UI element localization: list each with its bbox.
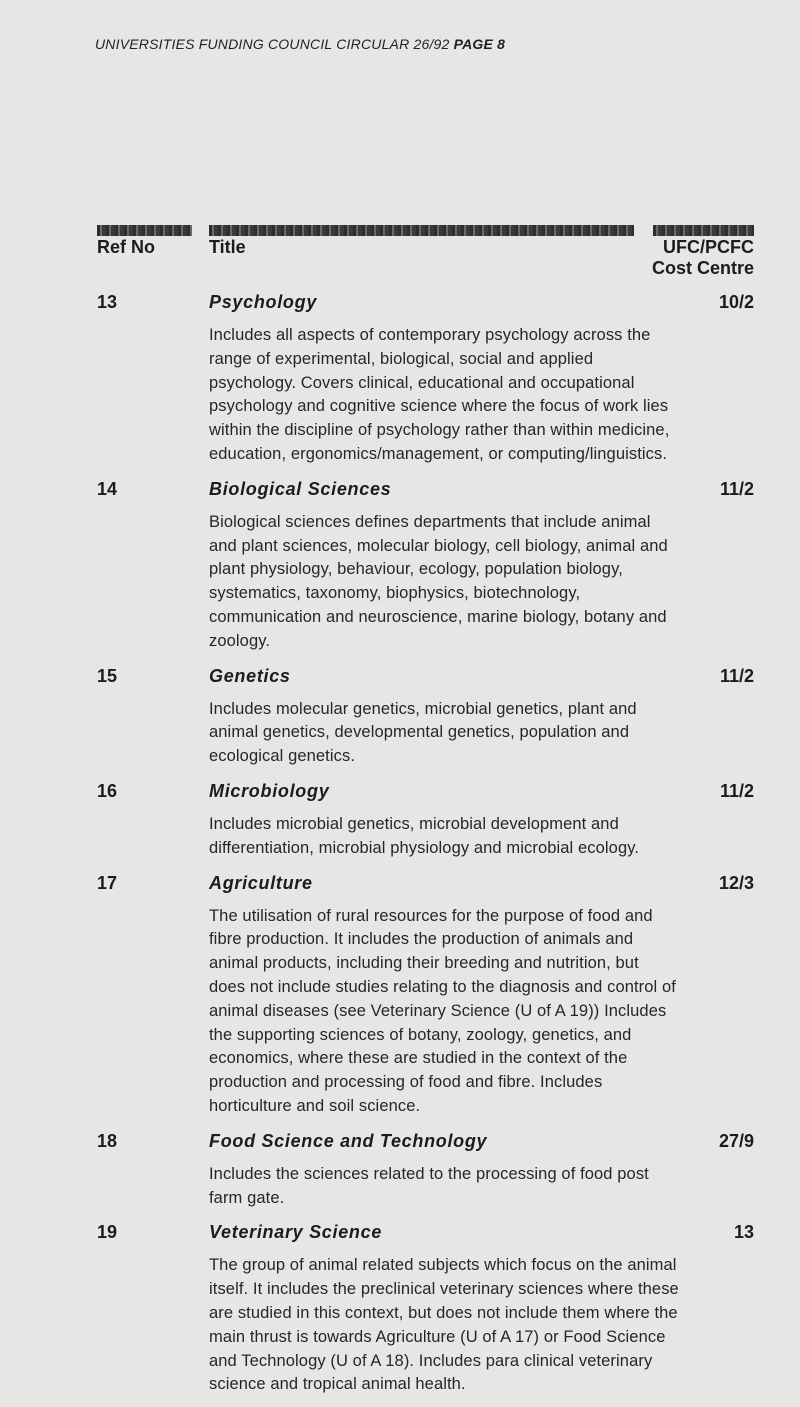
cost-column-rule xyxy=(653,225,754,236)
cost-header-line2: Cost Centre xyxy=(651,258,754,278)
unit-description: Includes microbial genetics, microbial development and differentiation, microbial physiology and microbial ecology. xyxy=(209,814,640,857)
unit-title: Food Science and Technology xyxy=(209,1130,488,1151)
table-row xyxy=(0,664,800,769)
unit-description: Biological sciences defines departments that include animal and plant sciences, molecular biology, cell biology, animal and plant physiology, behaviour, ecology, population biology, systematics, taxonomy, biophysics, biotechnology, communication and neuroscience, marine biology, botany and zoology. xyxy=(209,512,668,650)
circular-title: UNIVERSITIES FUNDING COUNCIL CIRCULAR 26/92 xyxy=(95,36,450,52)
ref-number: 16 xyxy=(97,780,118,801)
unit-title: Agriculture xyxy=(209,872,313,893)
ref-number: 13 xyxy=(97,292,118,312)
ref-number: 19 xyxy=(97,1222,118,1243)
table-row xyxy=(0,1220,800,1397)
unit-description: Includes molecular genetics, microbial genetics, plant and animal genetics, developmental genetics, population and ecological genetics. xyxy=(209,699,637,766)
unit-description: The group of animal related subjects which focus on the animal itself. It includes the preclinical veterinary sciences where these are studied in this context, but does not include them where the main thrust is towards Agriculture (U of A 17) or Food Science and Technology (U of A 18). Includes para clinical veterinary science and tropical animal health. xyxy=(209,1256,679,1394)
cost-centre: 10/2 xyxy=(718,292,754,312)
unit-list xyxy=(0,290,800,1407)
page-header xyxy=(95,36,505,52)
unit-title: Veterinary Science xyxy=(209,1222,383,1243)
cost-column-header xyxy=(640,237,754,279)
unit-title: Biological Sciences xyxy=(209,478,392,499)
cost-centre: 11/2 xyxy=(719,478,754,499)
title-column-rule xyxy=(209,225,634,236)
page-number: PAGE 8 xyxy=(453,36,506,52)
unit-description: Includes all aspects of contemporary psychology across the range of experimental, biological, social and applied psychology. Covers clinical, educational and occupational psychology and cognitive science where the focus of work lies within the discipline of psychology rather than within medicine, education, ergonomics/management, or computing/linguistics. xyxy=(209,326,670,463)
ref-number: 14 xyxy=(97,478,118,499)
ref-column-header: Ref No xyxy=(97,237,155,257)
table-row xyxy=(0,779,800,861)
unit-title: Microbiology xyxy=(209,780,330,801)
cost-centre: 13 xyxy=(733,1222,754,1243)
ref-number: 17 xyxy=(97,872,118,893)
title-column-header: Title xyxy=(209,237,246,257)
table-row xyxy=(0,871,800,1119)
ref-number: 18 xyxy=(97,1130,118,1151)
cost-centre: 11/2 xyxy=(719,665,754,686)
ref-column-rule xyxy=(97,225,192,236)
cost-centre: 12/3 xyxy=(718,872,754,893)
unit-title: Genetics xyxy=(209,665,291,686)
cost-header-line1: UFC/PCFC xyxy=(663,237,754,257)
table-row xyxy=(0,1129,800,1211)
ref-number: 15 xyxy=(97,665,118,686)
unit-description: The utilisation of rural resources for the purpose of food and fibre production. It includes the production of animals and animal products, including their breeding and nutrition, but does not include studies relating to the diagnosis and control of animal diseases (see Veterinary Science (U of A 19)) Includes the supporting sciences of botany, zoology, genetics, and economics, where these are studied in the context of the production and processing of food and fibre. Includes horticulture and soil science. xyxy=(209,906,676,1115)
cost-centre: 11/2 xyxy=(719,780,754,801)
table-row xyxy=(0,290,800,467)
unit-description: Includes the sciences related to the processing of food post farm gate. xyxy=(209,1164,649,1207)
table-row xyxy=(0,477,800,654)
unit-title: Psychology xyxy=(209,292,318,312)
cost-centre: 27/9 xyxy=(718,1130,754,1151)
